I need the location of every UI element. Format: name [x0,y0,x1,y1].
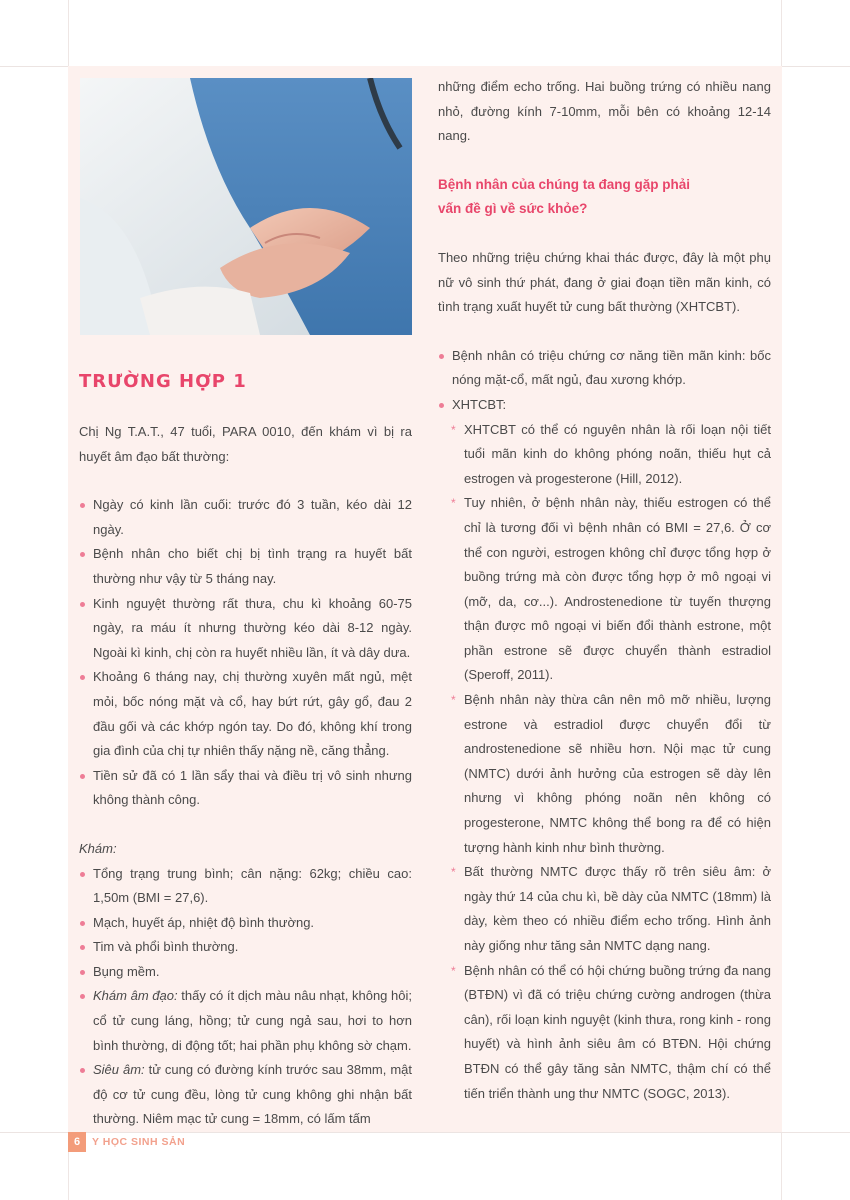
analysis-list [438,344,771,418]
exam-list [79,862,412,1133]
sub-list-item: * Bệnh nhân này thừa cân nên mô mỡ nhiều, lượng estrone và estradiol được chuyển đổi từ androstenedione sẽ nhiều hơn. Nội mạc tử cung (NMTC) dưới ảnh hưởng của estrogen sẽ dày lên nhưng vì không phóng noãn nên không có progesterone, NMTC không thể bong ra để có hiện tượng hành kinh như bình thường. [450,688,771,860]
list-item: Tiền sử đã có 1 lần sẩy thai và điều trị vô sinh nhưng không thành công. [79,764,412,813]
summary-paragraph: Theo những triệu chứng khai thác được, đây là một phụ nữ vô sinh thứ phát, đang ở giai đoạn tiền mãn kinh, có tình trạng xuất huyết tử cung bất thường (XHTCBT). [438,249,771,315]
list-item: Ngày có kinh lần cuối: trước đó 3 tuần, kéo dài 12 ngày. [79,493,412,542]
page-number: 6 [68,1132,86,1152]
case-title: TRƯỜNG HỢP 1 [79,371,247,392]
sub-list-item: * Bất thường NMTC được thấy rõ trên siêu âm: ở ngày thứ 14 của chu kì, bề dày của NMTC (18mm) là dày, kèm theo có nhiều điểm echo trống. Hình ảnh này giống như tăng sản NMTC dạng nang. [450,860,771,958]
exam-text: Tổng trạng trung bình; cân nặng: 62kg; chiều cao: 1,50m (BMI = 27,6). [93,865,412,906]
case-intro: Chị Ng T.A.T., 47 tuổi, PARA 0010, đến khám vì bị ra huyết âm đạo bất thường: [79,424,412,464]
list-item: Bệnh nhân cho biết chị bị tình trạng ra huyết bất thường như vậy từ 5 tháng nay. [79,542,412,591]
caregiver-hands-photo [80,78,412,335]
continuation-text: những điểm echo trống. Hai buồng trứng có nhiều nang nhỏ, đường kính 7-10mm, mỗi bên có khoảng 12-14 nang. [438,79,771,144]
exam-text: Bụng mềm. [93,963,160,979]
exam-label: Khám: [79,840,117,856]
exam-text: Tim và phổi bình thường. [93,939,239,955]
list-item: XHTCBT: [438,393,771,418]
sub-list-item: * XHTCBT có thể có nguyên nhân là rối loạn nội tiết tuổi mãn kinh do không phóng noãn, thiếu hụt cả estrogen và progesterone (Hill, 2012). [450,418,771,492]
photo-illustration [80,78,412,335]
history-list [79,493,412,813]
journal-name: Y HỌC SINH SẢN [92,1136,186,1148]
section-heading-line: vấn đề gì về sức khỏe? [438,201,588,217]
list-item: Bệnh nhân có triệu chứng cơ năng tiền mãn kinh: bốc nóng mặt-cổ, mất ngủ, đau xương khớp. [438,344,771,393]
exam-text: Mạch, huyết áp, nhiệt độ bình thường. [93,914,315,930]
list-item [79,960,412,985]
sub-list-item: * Tuy nhiên, ở bệnh nhân này, thiếu estrogen có thể chỉ là tương đối vì bệnh nhân có BMI = 27,6. Ở cơ thể con người, estrogen không chỉ được tổng hợp ở buồng trứng mà còn được tổng hợp ở mô ngoại vi (mỡ, da, cơ...). Androstenedione từ tuyến thượng thận được mô ngoại vi biến đổi thành estrone, một phần estrone sẽ được chuyển thành estradiol (Speroff, 2011). [450,491,771,688]
page-footer [68,1132,185,1152]
list-item: Khoảng 6 tháng nay, chị thường xuyên mất ngủ, mệt mỏi, bốc nóng mặt và cổ, hay bứt rứt, gây gổ, đau 2 đầu gối và các khớp ngón tay. Do đó, không khí trong gia đình của chị tự nhiên thấy nặng nề, căng thẳng. [79,665,412,763]
list-item [79,935,412,960]
list-item [79,911,412,936]
analysis-sub-list [438,418,771,1107]
sub-list-item: * Bệnh nhân có thể có hội chứng buồng trứng đa nang (BTĐN) vì đã có triệu chứng cường androgen (thừa cân), rối loạn kinh nguyệt (kinh thưa, rong kinh - rong huyết) và hình ảnh siêu âm có BTĐN. Hội chứng BTĐN có thể gây tăng sản NMTC, thậm chí có thể tiến triển thành ung thư NMTC (SOGC, 2013). [450,959,771,1107]
list-item: Kinh nguyệt thường rất thưa, chu kì khoảng 60-75 ngày, ra máu ít nhưng thường kéo dài 8-12 ngày. Ngoài kì kinh, chị còn ra huyết nhiều lần, ít và dây dưa. [79,592,412,666]
exam-text: thấy có ít dịch màu nâu nhạt, không hôi; cổ tử cung láng, hồng; tử cung ngả sau, hơi to hơn bình thường, di động tốt; hai phần phụ không sờ chạm. [93,988,413,1053]
exam-text: tử cung có đường kính trước sau 38mm, mật độ cơ tử cung đều, lòng tử cung không ghi nhận bất thường. Niêm mạc tử cung = 18mm, có lấm tấm [93,1062,412,1127]
exam-lead: Siêu âm: [93,1062,145,1078]
list-item [79,1058,412,1132]
section-heading [438,173,771,222]
section-heading-line: Bệnh nhân của chúng ta đang gặp phải [438,176,691,192]
list-item [79,862,412,911]
exam-lead: Khám âm đạo: [93,988,178,1004]
right-column [438,75,771,1106]
left-column [79,368,412,1132]
list-item [79,984,412,1058]
